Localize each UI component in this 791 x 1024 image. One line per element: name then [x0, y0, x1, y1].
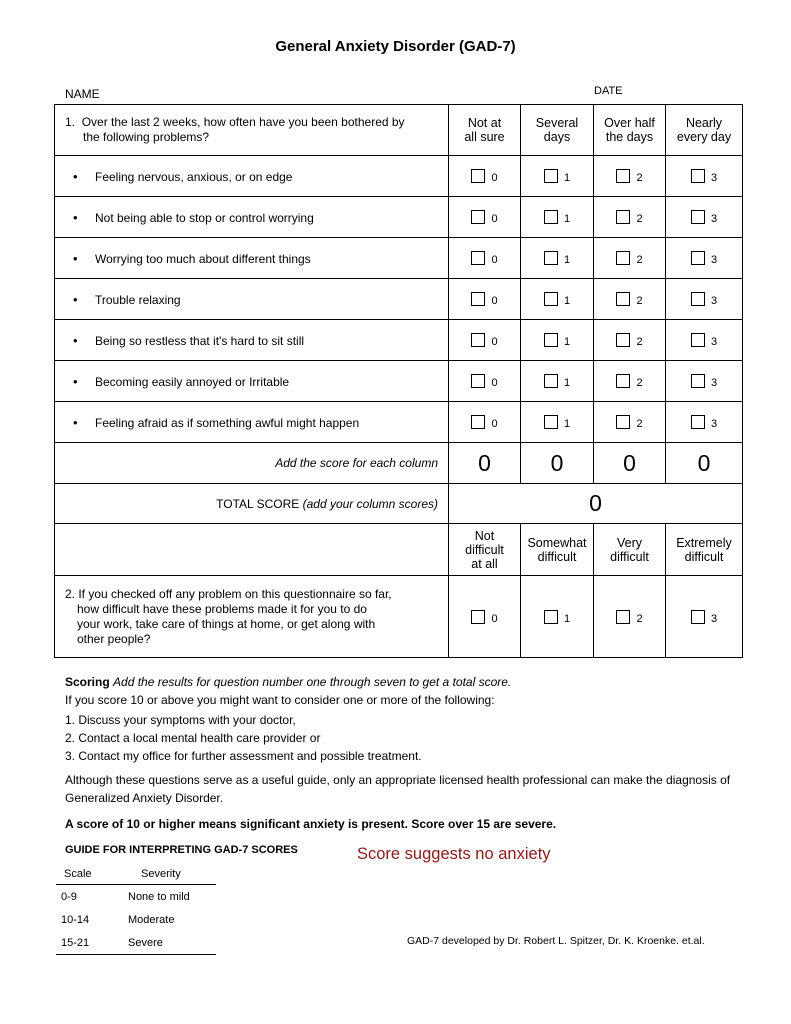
q1-item-2-option-2[interactable]: 2 [594, 197, 666, 238]
symptom-item [55, 320, 449, 361]
checkbox-icon[interactable] [691, 169, 705, 183]
q1-item-6-option-0[interactable]: 0 [449, 361, 521, 402]
checkbox-icon[interactable] [544, 415, 558, 429]
q1-item-1-option-1[interactable]: 1 [521, 156, 594, 197]
checkbox-icon[interactable] [471, 251, 485, 265]
q1-item-4-option-2[interactable]: 2 [594, 279, 666, 320]
checkbox-icon[interactable] [691, 333, 705, 347]
q2-option-0[interactable]: 0 [449, 576, 521, 658]
checkbox-icon[interactable] [616, 292, 630, 306]
checkbox-icon[interactable] [471, 415, 485, 429]
checkbox-icon[interactable] [471, 210, 485, 224]
symptom-item [55, 156, 449, 197]
q1-item-6-option-1[interactable]: 1 [521, 361, 594, 402]
checkbox-icon[interactable] [471, 292, 485, 306]
column-score-2: 0 [594, 443, 666, 484]
symptom-label: Becoming easily annoyed or Irritable [95, 374, 290, 389]
q1-number: 1. [65, 115, 76, 129]
table-row [55, 238, 743, 279]
q1-item-1-option-2[interactable]: 2 [594, 156, 666, 197]
q2-question: 2. If you checked off any problem on this questionnaire so far, how difficult have these problems made it for you to do your work, take care of things at home, or get along with other people? [55, 576, 449, 658]
symptom-label: Trouble relaxing [95, 292, 181, 307]
page-title: General Anxiety Disorder (GAD-7) [275, 38, 516, 55]
header-over-half: Over half the days [594, 105, 666, 156]
bullet-icon: • [73, 414, 78, 430]
q1-item-1-option-3[interactable]: 3 [666, 156, 743, 197]
column-score-1: 0 [521, 443, 594, 484]
table-row [55, 156, 743, 197]
symptom-label: Feeling nervous, anxious, or on edge [95, 169, 293, 184]
bullet-icon: • [73, 332, 78, 348]
column-score-label: Add the score for each column [55, 443, 449, 484]
checkbox-icon[interactable] [691, 374, 705, 388]
checkbox-icon[interactable] [691, 292, 705, 306]
q1-item-3-option-1[interactable]: 1 [521, 238, 594, 279]
q1-item-7-option-0[interactable]: 0 [449, 402, 521, 443]
q1-item-2-option-1[interactable]: 1 [521, 197, 594, 238]
checkbox-icon[interactable] [691, 251, 705, 265]
name-label: NAME [65, 87, 100, 101]
symptom-item [55, 238, 449, 279]
q1-item-5-option-3[interactable]: 3 [666, 320, 743, 361]
header-nearly-every-day: Nearly every day [666, 105, 743, 156]
q1-item-2-option-3[interactable]: 3 [666, 197, 743, 238]
q1-item-7-option-1[interactable]: 1 [521, 402, 594, 443]
q2-option-1[interactable]: 1 [521, 576, 594, 658]
symptom-label: Worrying too much about different things [95, 251, 311, 266]
q1-text-line2: the following problems? [83, 130, 210, 144]
disclaimer: Although these questions serve as a useful guide, only an appropriate licensed health professional can make the diagnosis of Generalized Anxiety Disorder. [65, 773, 731, 805]
q1-item-5-option-0[interactable]: 0 [449, 320, 521, 361]
q2-option-2[interactable]: 2 [594, 576, 666, 658]
checkbox-icon[interactable] [691, 610, 705, 624]
result-text: Score suggests no anxiety [357, 845, 551, 863]
q1-item-3-option-3[interactable]: 3 [666, 238, 743, 279]
symptom-label: Not being able to stop or control worrying [95, 210, 314, 225]
q2-row [55, 576, 743, 658]
q1-question [55, 105, 449, 156]
scoring-step-2: 2. Contact a local mental health care provider or [65, 731, 321, 745]
column-score-row [55, 443, 743, 484]
bullet-icon: • [73, 291, 78, 307]
q1-item-4-option-3[interactable]: 3 [666, 279, 743, 320]
table-row: 15-21 Severe [56, 931, 216, 955]
table-row: 10-14 Moderate [61, 913, 175, 926]
checkbox-icon[interactable] [616, 333, 630, 347]
bullet-icon: • [73, 373, 78, 389]
footer-credit: GAD-7 developed by Dr. Robert L. Spitzer, Dr. K. Kroenke. et.al. [407, 935, 705, 947]
q2-header-row [55, 524, 743, 576]
checkbox-icon[interactable] [616, 251, 630, 265]
checkbox-icon[interactable] [544, 210, 558, 224]
header-extremely-difficult: Extremely difficult [666, 524, 743, 576]
checkbox-icon[interactable] [544, 333, 558, 347]
symptom-label: Feeling afraid as if something awful might happen [95, 415, 360, 430]
checkbox-icon[interactable] [471, 610, 485, 624]
symptom-item [55, 279, 449, 320]
q1-item-2-option-0[interactable]: 0 [449, 197, 521, 238]
q1-item-6-option-2[interactable]: 2 [594, 361, 666, 402]
bullet-icon: • [73, 209, 78, 225]
scoring-step-1: 1. Discuss your symptoms with your doctor, [65, 713, 296, 727]
gad7-form-table [54, 104, 743, 658]
header-very-difficult: Very difficult [594, 524, 666, 576]
q1-item-4-option-1[interactable]: 1 [521, 279, 594, 320]
total-score-row [55, 484, 743, 524]
checkbox-icon[interactable] [616, 610, 630, 624]
checkbox-icon[interactable] [471, 169, 485, 183]
symptom-item [55, 402, 449, 443]
q2-option-3[interactable]: 3 [666, 576, 743, 658]
table-row [55, 361, 743, 402]
checkbox-icon[interactable] [544, 251, 558, 265]
table-row [55, 197, 743, 238]
scoring-step-3: 3. Contact my office for further assessment and possible treatment. [65, 749, 422, 763]
q1-item-5-option-1[interactable]: 1 [521, 320, 594, 361]
checkbox-icon[interactable] [616, 374, 630, 388]
q1-item-7-option-3[interactable]: 3 [666, 402, 743, 443]
header-not-at-all: Not at all sure [449, 105, 521, 156]
checkbox-icon[interactable] [544, 610, 558, 624]
checkbox-icon[interactable] [544, 374, 558, 388]
table-row [55, 320, 743, 361]
guide-col-severity: Severity [127, 864, 216, 885]
column-score-3: 0 [666, 443, 743, 484]
checkbox-icon[interactable] [691, 415, 705, 429]
symptom-item [55, 361, 449, 402]
total-score-label: TOTAL SCORE (add your column scores) [55, 484, 449, 524]
q1-item-6-option-3[interactable]: 3 [666, 361, 743, 402]
guide-title: GUIDE FOR INTERPRETING GAD-7 SCORES [65, 844, 298, 856]
checkbox-icon[interactable] [471, 374, 485, 388]
checkbox-icon[interactable] [471, 333, 485, 347]
header-not-difficult: Not difficult at all [449, 524, 521, 576]
checkbox-icon[interactable] [616, 210, 630, 224]
date-label: DATE [594, 85, 623, 97]
symptom-item [55, 197, 449, 238]
table-row: 0-9 None to mild [61, 890, 190, 903]
q1-header-row [55, 105, 743, 156]
checkbox-icon[interactable] [616, 169, 630, 183]
checkbox-icon[interactable] [544, 292, 558, 306]
q1-item-7-option-2[interactable]: 2 [594, 402, 666, 443]
q1-text-line1: Over the last 2 weeks, how often have you been bothered by [81, 115, 405, 129]
q1-item-4-option-0[interactable]: 0 [449, 279, 521, 320]
score-guide-table [56, 864, 216, 955]
guide-col-scale: Scale [56, 864, 127, 885]
checkbox-icon[interactable] [616, 415, 630, 429]
table-row [55, 279, 743, 320]
column-score-0: 0 [449, 443, 521, 484]
scoring-line: Scoring Add the results for question number one through seven to get a total score. [65, 675, 512, 689]
severity-note: A score of 10 or higher means significant anxiety is present. Score over 15 are severe. [65, 817, 557, 831]
q1-item-3-option-0[interactable]: 0 [449, 238, 521, 279]
q1-item-1-option-0[interactable]: 0 [449, 156, 521, 197]
symptom-label: Being so restless that it's hard to sit still [95, 333, 305, 348]
q1-item-3-option-2[interactable]: 2 [594, 238, 666, 279]
q1-item-5-option-2[interactable]: 2 [594, 320, 666, 361]
q2-header-blank [55, 524, 449, 576]
bullet-icon: • [73, 250, 78, 266]
scoring-advice: If you score 10 or above you might want to consider one or more of the following: [65, 693, 495, 707]
total-score-value: 0 [449, 484, 743, 524]
header-somewhat-difficult: Somewhat difficult [521, 524, 594, 576]
table-row [55, 402, 743, 443]
bullet-icon: • [73, 168, 78, 184]
checkbox-icon[interactable] [691, 210, 705, 224]
checkbox-icon[interactable] [544, 169, 558, 183]
header-several-days: Several days [521, 105, 594, 156]
